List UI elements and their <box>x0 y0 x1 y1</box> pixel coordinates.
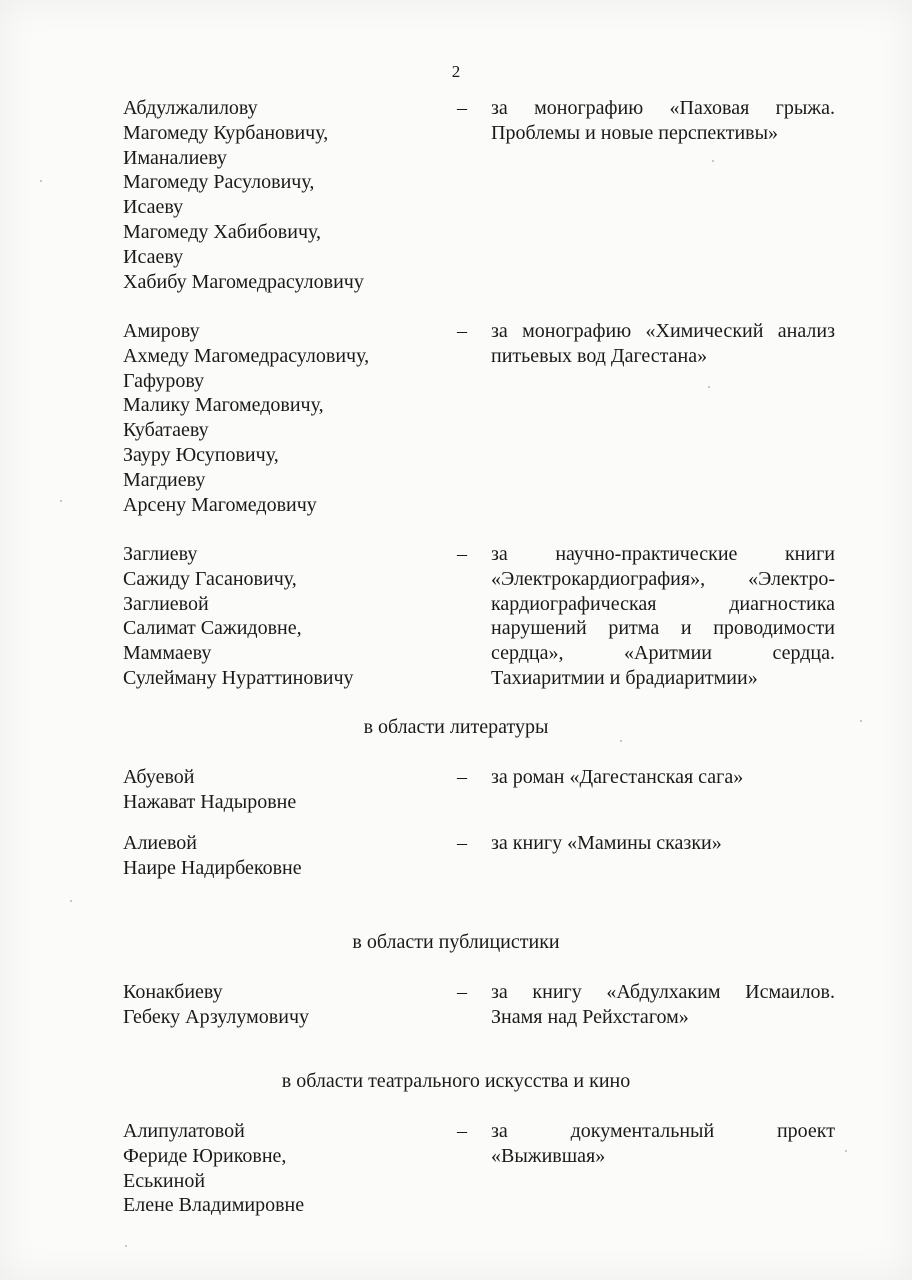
name-line: Абуевой <box>123 766 195 788</box>
scan-speck <box>125 1245 127 1247</box>
desc-line: за роман «Дагестанская сага» <box>491 766 744 788</box>
name-line: Гебеку Арзулумовичу <box>123 1005 310 1028</box>
name-line: Нажават Надыровне <box>123 790 297 813</box>
name-line: Ахмеду Магомедрасуловичу, <box>123 344 370 367</box>
desc-line: за монографию «Химический анализ <box>491 320 835 342</box>
name-line: Сажиду Гасановичу, <box>123 567 297 590</box>
recipient-names <box>123 1119 443 1218</box>
recipient-names <box>123 96 443 294</box>
desc-line: сердца», «Аритмии сердца. <box>491 642 835 665</box>
dash: – <box>457 320 467 342</box>
name-line: Алиевой <box>123 832 198 854</box>
name-line: Елене Владимировне <box>123 1194 305 1217</box>
scan-speck <box>708 386 710 388</box>
recipient-names <box>123 542 443 691</box>
dash: – <box>457 1120 467 1142</box>
scan-speck <box>40 180 42 182</box>
name-line: Заглиевой <box>123 592 209 615</box>
name-line: Абдулжалилову <box>123 97 258 119</box>
desc-line: за документальный проект <box>491 1120 835 1142</box>
desc-line: за книгу «Абдулхаким Исмаилов. <box>491 981 835 1003</box>
desc-line: питьевых вод Дагестана» <box>491 344 708 367</box>
name-line: Зауру Юсуповичу, <box>123 443 279 466</box>
scan-speck <box>70 900 72 902</box>
dash: – <box>457 543 467 565</box>
desc-line: Тахиаритмии и брадиаритмии» <box>491 666 758 689</box>
recipient-names <box>123 831 443 881</box>
recipient-names <box>123 980 443 1030</box>
name-line: Малику Магомедовичу, <box>123 394 324 417</box>
desc-line: «Электрокардиография», «Электро- <box>491 567 835 590</box>
desc-line: «Выжившая» <box>491 1144 606 1167</box>
name-line: Кубатаеву <box>123 419 209 442</box>
award-description <box>491 1119 835 1169</box>
page-number: 2 <box>451 62 461 81</box>
award-description <box>491 765 835 790</box>
name-line: Заглиеву <box>123 543 198 565</box>
section-heading: в области театрального искусства и кино <box>281 1070 631 1092</box>
section-heading: в области литературы <box>363 716 549 738</box>
name-line: Исаеву <box>123 196 184 219</box>
recipient-names <box>123 319 443 517</box>
award-description <box>491 96 835 146</box>
name-line: Салимат Сажидовне, <box>123 617 302 640</box>
name-line: Амирову <box>123 320 200 342</box>
name-line: Маммаеву <box>123 642 212 665</box>
dash: – <box>457 766 467 788</box>
desc-line: кардиографическая диагностика <box>491 592 835 615</box>
name-line: Магдиеву <box>123 468 206 491</box>
dash: – <box>457 97 467 119</box>
desc-line: за книгу «Мамины сказки» <box>491 832 722 854</box>
scan-speck <box>845 1150 847 1152</box>
desc-line: Проблемы и новые перспективы» <box>491 121 779 144</box>
scan-speck <box>860 720 862 722</box>
section-heading: в области публицистики <box>352 931 560 953</box>
recipient-names <box>123 765 443 815</box>
name-line: Магомеду Расуловичу, <box>123 171 315 194</box>
name-line: Магомеду Курбановичу, <box>123 121 329 144</box>
name-line: Арсену Магомедовичу <box>123 493 317 516</box>
name-line: Гафурову <box>123 369 205 392</box>
dash: – <box>457 832 467 854</box>
name-line: Сулейману Нураттиновичу <box>123 666 354 689</box>
name-line: Фериде Юриковне, <box>123 1144 287 1167</box>
name-line: Магомеду Хабибовичу, <box>123 220 322 243</box>
name-line: Еськиной <box>123 1169 206 1192</box>
name-line: Алипулатовой <box>123 1120 245 1142</box>
name-line: Конакбиеву <box>123 981 223 1003</box>
desc-line: за научно-практические книги <box>491 543 835 565</box>
award-description <box>491 542 835 691</box>
name-line: Наире Надирбековне <box>123 856 302 879</box>
name-line: Иманалиеву <box>123 146 227 169</box>
award-description <box>491 980 835 1030</box>
dash: – <box>457 981 467 1003</box>
award-description <box>491 831 835 856</box>
desc-line: за монографию «Паховая грыжа. <box>491 97 835 119</box>
award-description <box>491 319 835 369</box>
name-line: Исаеву <box>123 245 184 268</box>
scan-speck <box>60 500 62 502</box>
name-line: Хабибу Магомедрасуловичу <box>123 270 364 293</box>
scan-speck <box>620 740 622 742</box>
scan-speck <box>712 160 714 162</box>
desc-line: Знамя над Рейхстагом» <box>491 1005 689 1028</box>
desc-line: нарушений ритма и проводимости <box>491 617 835 640</box>
